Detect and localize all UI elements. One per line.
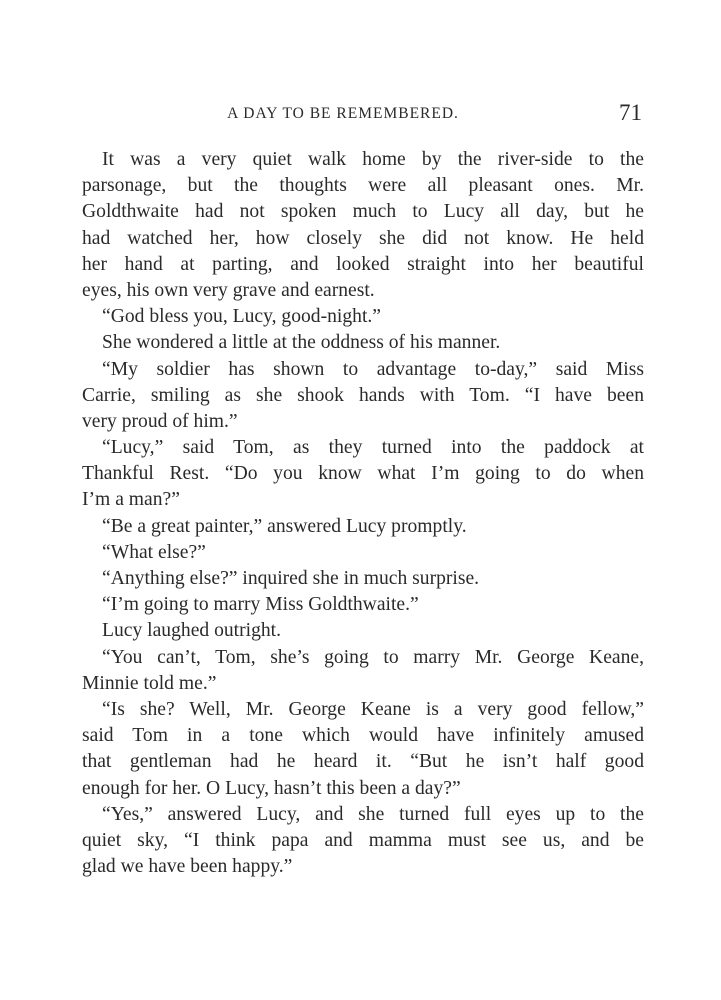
text-line: Minnie told me.” [82,672,217,694]
text-line: eyes, his own very grave and earnest. [82,279,375,301]
text-line: “Anything else?” inquired she in much surprise. [102,568,480,589]
text-line: parsonage, but the thoughts were all pleasant ones. Mr. [82,175,644,197]
running-head: A DAY TO BE REMEMBERED. [227,105,459,122]
text-line: She wondered a little at the oddness of his manner. [102,332,501,354]
text-line: “You can’t, Tom, she’s going to marry Mr. George Keane, [102,646,644,668]
text-line: “My soldier has shown to advantage to-day,” said Miss [102,358,644,380]
text-line: quiet sky, “I think papa and mamma must see us, and be [82,829,644,851]
page-number: 71 [619,100,642,125]
text-line: enough for her. O Lucy, hasn’t this been a day?” [82,777,461,799]
text-line: had watched her, how closely she did not know. He held [82,227,644,249]
text-line: Thankful Rest. “Do you know what I’m going to do when [82,463,644,485]
text-line: “Is she? Well, Mr. George Keane is a very good fellow,” [102,698,644,720]
text-line: Carrie, smiling as she shook hands with Tom. “I have been [82,384,644,406]
text-line: “Be a great painter,” answered Lucy promptly. [102,515,467,537]
text-line: said Tom in a tone which would have infinitely amused [82,725,644,747]
text-line: I’m a man?” [82,489,180,511]
text-line: It was a very quiet walk home by the river-side to the [102,149,644,170]
text-line: “I’m going to marry Miss Goldthwaite.” [102,594,419,616]
text-line: Lucy laughed outright. [102,620,282,642]
text-line: “Yes,” answered Lucy, and she turned full eyes up to the [102,803,644,825]
text-line: “Lucy,” said Tom, as they turned into the paddock at [102,437,644,459]
body-text [82,147,644,880]
text-line: glad we have been happy.” [82,856,293,878]
text-line: very proud of him.” [82,410,238,432]
text-line: her hand at parting, and looked straight into her beautiful [82,253,644,275]
text-line: “God bless you, Lucy, good-night.” [102,306,381,328]
page-header [82,100,644,130]
text-line: “What else?” [102,541,206,563]
text-line: that gentleman had he heard it. “But he isn’t half good [82,751,644,773]
text-line: Goldthwaite had not spoken much to Lucy all day, but he [82,201,644,223]
